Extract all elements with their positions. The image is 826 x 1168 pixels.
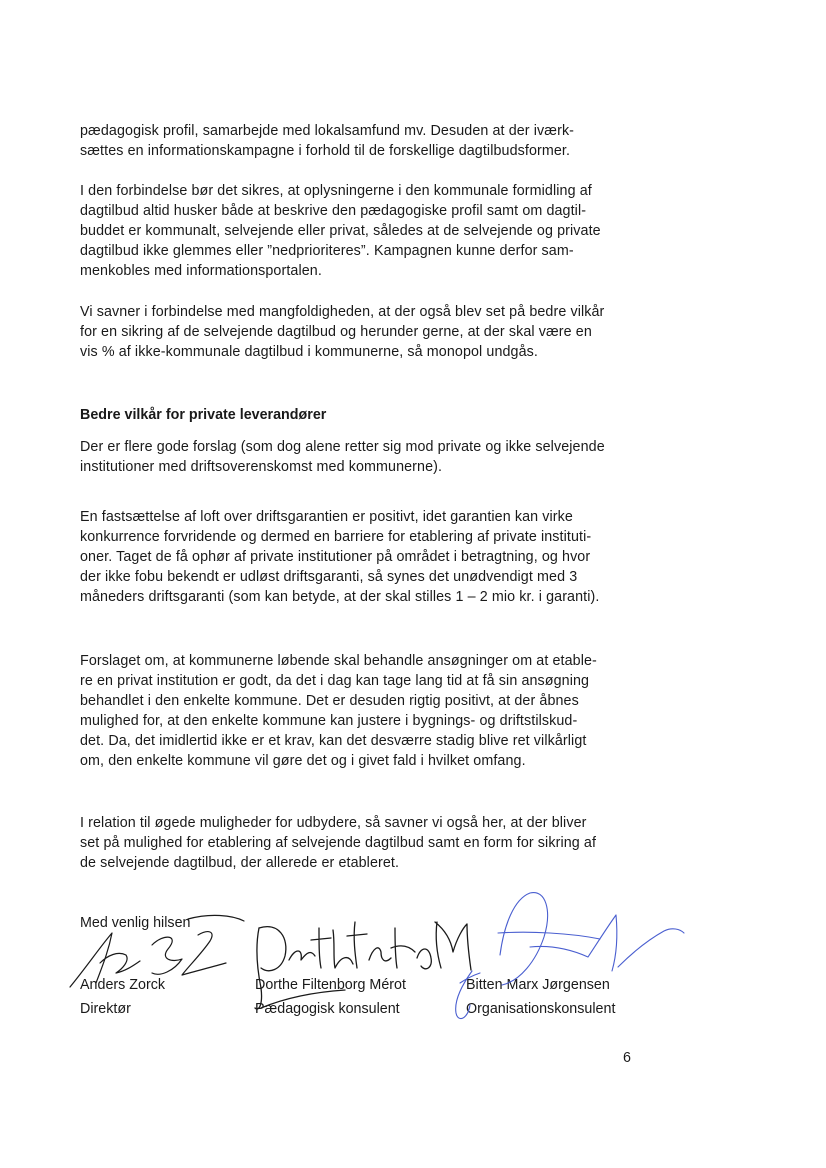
text-line: set på mulighed for etablering af selvejende dagtilbud samt en form for sikring af bbox=[80, 835, 597, 851]
handwritten-signature-zorck bbox=[60, 905, 250, 995]
text-line: dagtilbud ikke glemmes eller ”nedprioriteres”. Kampagnen kunne derfor sam- bbox=[80, 243, 574, 259]
page-number: 6 bbox=[623, 1050, 631, 1066]
text-line: institutioner med driftsoverenskomst med kommunerne). bbox=[80, 459, 443, 475]
signatory-name: Dorthe Filtenborg Mérot bbox=[255, 977, 406, 993]
closing-greeting: Med venlig hilsen bbox=[80, 915, 191, 931]
text-line: for en sikring af de selvejende dagtilbud og herunder gerne, at der skal være en bbox=[80, 324, 592, 340]
section-heading: Bedre vilkår for private leverandører bbox=[80, 407, 327, 423]
text-line: re en privat institution er godt, da det i dag kan tage lang tid at få sin ansøgning bbox=[80, 673, 590, 689]
text-line: sættes en informationskampagne i forhold til de forskellige dagtilbudsformer. bbox=[80, 143, 571, 159]
paragraph-forslag bbox=[80, 437, 640, 477]
signatory-title: Organisationskonsulent bbox=[466, 1001, 616, 1017]
text-line: de selvejende dagtilbud, der allerede er etableret. bbox=[80, 855, 400, 871]
text-line: buddet er kommunalt, selvejende eller privat, således at de selvejende og private bbox=[80, 223, 601, 239]
handwritten-signature-joergensen bbox=[440, 885, 690, 1025]
text-line: mulighed for, at den enkelte kommune kan justere i bygnings- og driftstilskud- bbox=[80, 713, 578, 729]
text-line: oner. Taget de få ophør af private institutioner på området i betragtning, og hvor bbox=[80, 549, 591, 565]
paragraph-formidling bbox=[80, 181, 640, 281]
text-line: Forslaget om, at kommunerne løbende skal behandle ansøgninger om at etable- bbox=[80, 653, 597, 669]
text-line: Der er flere gode forslag (som dog alene retter sig mod private og ikke selvejende bbox=[80, 439, 605, 455]
text-line: En fastsættelse af loft over driftsgarantien er positivt, idet garantien kan virke bbox=[80, 509, 573, 525]
text-line: konkurrence forvridende og dermed en barriere for etablering af private instituti- bbox=[80, 529, 592, 545]
paragraph-udbydere bbox=[80, 813, 640, 873]
text-line: I den forbindelse bør det sikres, at oplysningerne i den kommunale formidling af bbox=[80, 183, 592, 199]
text-line: vis % af ikke-kommunale dagtilbud i kommunerne, så monopol undgås. bbox=[80, 344, 538, 360]
text-line: der ikke fobu bekendt er udløst driftsgaranti, så synes det unødvendigt med 3 bbox=[80, 569, 578, 585]
text-line: Vi savner i forbindelse med mangfoldigheden, at der også blev set på bedre vilkår bbox=[80, 304, 605, 320]
paragraph-mangfoldighed bbox=[80, 302, 640, 362]
text-line: om, den enkelte kommune vil gøre det og i givet fald i hvilket omfang. bbox=[80, 753, 526, 769]
signatory-title: Pædagogisk konsulent bbox=[255, 1001, 400, 1017]
paragraph-profile bbox=[80, 121, 640, 161]
text-line: dagtilbud altid husker både at beskrive den pædagogiske profil samt om dagtil- bbox=[80, 203, 587, 219]
signatory-name: Anders Zorck bbox=[80, 977, 166, 993]
text-line: I relation til øgede muligheder for udbydere, så savner vi også her, at der bliver bbox=[80, 815, 587, 831]
text-line: det. Da, det imidlertid ikke er et krav, kan det desværre stadig blive ret vilkårligt bbox=[80, 733, 587, 749]
text-line: måneders driftsgaranti (som kan betyde, at der skal stilles 1 – 2 mio kr. i garanti). bbox=[80, 589, 600, 605]
text-line: pædagogisk profil, samarbejde med lokalsamfund mv. Desuden at der iværk- bbox=[80, 123, 575, 139]
paragraph-driftsgaranti bbox=[80, 507, 640, 607]
paragraph-ansoegninger bbox=[80, 651, 640, 771]
signatory-title: Direktør bbox=[80, 1001, 131, 1017]
text-line: menkobles med informationsportalen. bbox=[80, 263, 322, 279]
text-line: behandlet i den enkelte kommune. Det er desuden rigtig positivt, at der åbnes bbox=[80, 693, 579, 709]
signatory-name: Bitten Marx Jørgensen bbox=[466, 977, 610, 993]
